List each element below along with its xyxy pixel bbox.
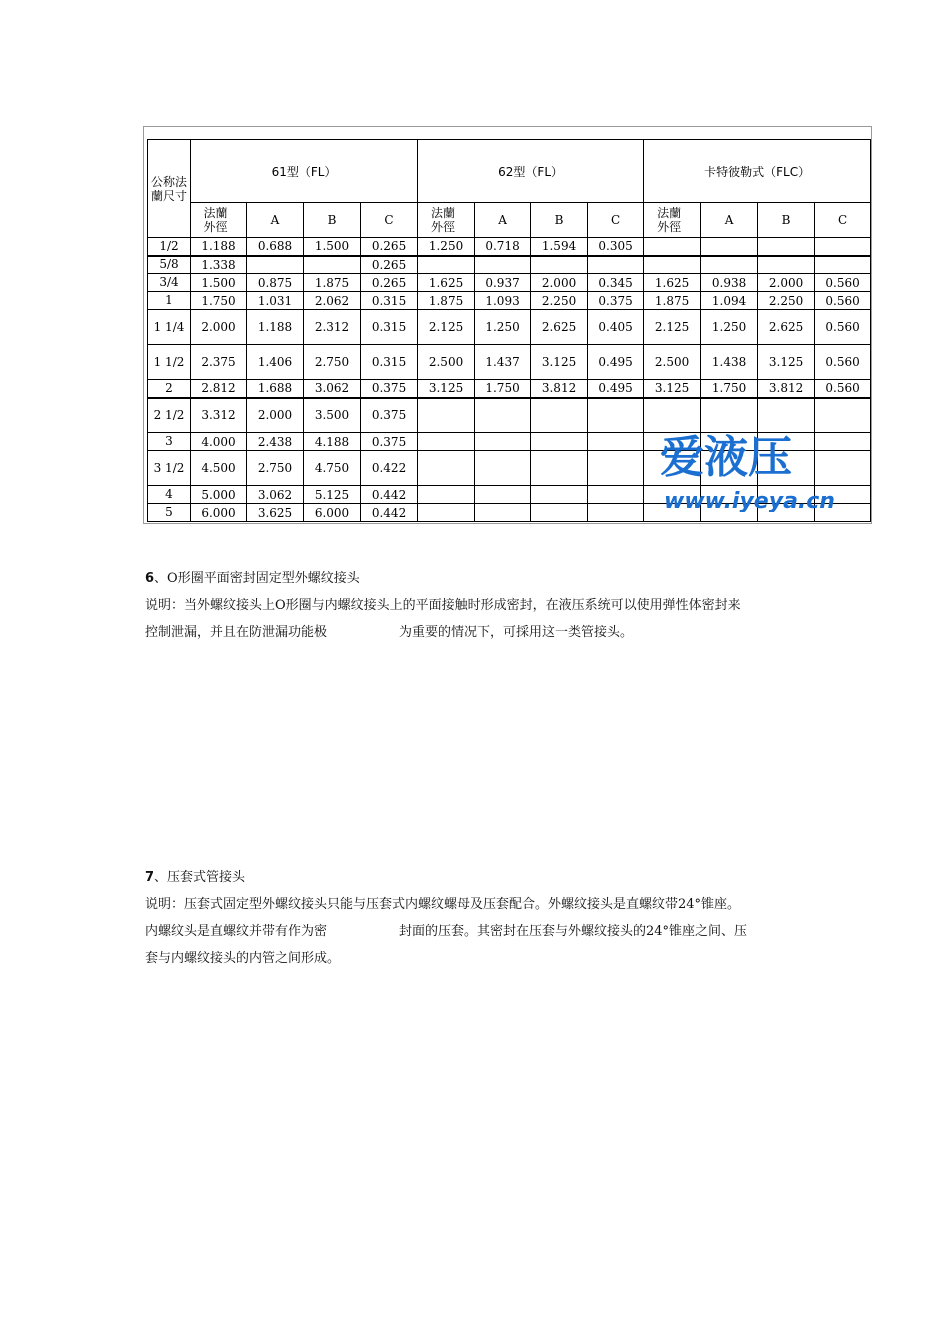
value-cell [418, 398, 475, 433]
sub-header [701, 203, 758, 238]
value-cell: 2.000 [247, 398, 304, 433]
value-cell: 0.375 [588, 292, 644, 310]
sub-header-label: 法蘭外徑 [657, 206, 682, 234]
value-cell: 3.062 [247, 486, 304, 504]
value-cell: 1.750 [475, 380, 531, 398]
value-cell: 2.312 [304, 310, 361, 345]
value-cell [758, 256, 815, 274]
value-cell: 1.188 [191, 238, 247, 256]
value-cell [815, 238, 871, 256]
value-cell: 0.315 [361, 345, 418, 380]
value-cell: 1.250 [475, 310, 531, 345]
value-cell [588, 398, 644, 433]
value-cell: 0.937 [475, 274, 531, 292]
value-cell: 5.125 [304, 486, 361, 504]
size-cell: 1 1/2 [148, 345, 191, 380]
value-cell: 1.031 [247, 292, 304, 310]
value-cell [475, 433, 531, 451]
size-cell: 3/4 [148, 274, 191, 292]
value-cell [701, 238, 758, 256]
table-row [148, 310, 871, 345]
value-cell: 0.495 [588, 380, 644, 398]
value-cell: 3.125 [531, 345, 588, 380]
sub-header-label: A [498, 213, 507, 227]
value-cell: 2.000 [758, 274, 815, 292]
value-cell: 4.000 [191, 433, 247, 451]
value-cell [418, 433, 475, 451]
size-cell: 3 [148, 433, 191, 451]
size-cell: 3 1/2 [148, 451, 191, 486]
sub-header-label: B [554, 213, 564, 227]
value-cell: 2.250 [531, 292, 588, 310]
value-cell: 1.188 [247, 310, 304, 345]
value-cell: 1.875 [304, 274, 361, 292]
value-cell: 0.560 [815, 292, 871, 310]
sub-header-label: C [384, 213, 394, 227]
sub-header-label: 法蘭外徑 [431, 206, 456, 234]
table-row [148, 238, 871, 256]
value-cell: 1.500 [191, 274, 247, 292]
value-cell [531, 504, 588, 522]
sub-header-label: A [724, 213, 734, 227]
group-header-62: 62型（FL） [418, 140, 644, 203]
value-cell [475, 256, 531, 274]
value-cell: 1.594 [531, 238, 588, 256]
size-column-header: 公称法蘭尺寸 [148, 140, 191, 238]
value-cell [588, 504, 644, 522]
value-cell: 0.265 [361, 238, 418, 256]
value-cell: 1.750 [701, 380, 758, 398]
section-7-title [145, 864, 825, 891]
sub-header [475, 203, 531, 238]
value-cell [531, 451, 588, 486]
value-cell: 0.315 [361, 292, 418, 310]
value-cell: 1.094 [701, 292, 758, 310]
value-cell: 2.750 [247, 451, 304, 486]
value-cell: 1.625 [644, 274, 701, 292]
value-cell [531, 398, 588, 433]
table-row [148, 380, 871, 398]
value-cell: 1.500 [304, 238, 361, 256]
sub-header [758, 203, 815, 238]
value-cell [815, 256, 871, 274]
sub-header-label: C [838, 213, 848, 227]
size-cell: 2 [148, 380, 191, 398]
table-row [148, 274, 871, 292]
value-cell [588, 256, 644, 274]
value-cell: 2.125 [644, 310, 701, 345]
sub-header [644, 203, 701, 238]
value-cell [701, 256, 758, 274]
value-cell: 0.560 [815, 274, 871, 292]
value-cell: 1.625 [418, 274, 475, 292]
size-cell: 1/2 [148, 238, 191, 256]
value-cell: 0.405 [588, 310, 644, 345]
value-cell [418, 504, 475, 522]
value-cell: 0.375 [361, 433, 418, 451]
section-6-line-2a: 控制泄漏，并且在防泄漏功能极 [145, 625, 328, 640]
size-cell: 2 1/2 [148, 398, 191, 433]
section-6-line-2b: 为重要的情况下，可採用这一类管接头。 [399, 625, 634, 640]
value-cell: 0.442 [361, 486, 418, 504]
sub-header [304, 203, 361, 238]
value-cell: 2.375 [191, 345, 247, 380]
size-cell: 1 [148, 292, 191, 310]
value-cell [644, 256, 701, 274]
value-cell: 4.750 [304, 451, 361, 486]
section-6-line-2 [145, 619, 825, 646]
value-cell [475, 486, 531, 504]
section-6-title-text: 、O形圈平面密封固定型外螺纹接头 [154, 571, 360, 586]
table-row [148, 256, 871, 274]
value-cell: 4.500 [191, 451, 247, 486]
value-cell: 0.375 [361, 398, 418, 433]
sub-header [361, 203, 418, 238]
value-cell: 2.500 [418, 345, 475, 380]
value-cell: 0.442 [361, 504, 418, 522]
value-cell [304, 256, 361, 274]
sub-header [815, 203, 871, 238]
value-cell: 5.000 [191, 486, 247, 504]
value-cell [475, 451, 531, 486]
section-6 [145, 565, 825, 646]
value-cell: 0.560 [815, 310, 871, 345]
value-cell: 2.250 [758, 292, 815, 310]
value-cell [815, 398, 871, 433]
value-cell: 2.000 [191, 310, 247, 345]
section-6-title [145, 565, 825, 592]
sub-header [418, 203, 475, 238]
value-cell: 0.265 [361, 274, 418, 292]
value-cell: 2.750 [304, 345, 361, 380]
group-header-flc: 卡特彼勒式（FLC） [644, 140, 871, 203]
value-cell: 0.718 [475, 238, 531, 256]
sub-header-row [148, 203, 871, 238]
value-cell [758, 238, 815, 256]
value-cell: 1.406 [247, 345, 304, 380]
value-cell: 3.812 [531, 380, 588, 398]
size-cell: 4 [148, 486, 191, 504]
value-cell [588, 451, 644, 486]
value-cell: 2.625 [758, 310, 815, 345]
value-cell: 6.000 [191, 504, 247, 522]
size-cell: 5 [148, 504, 191, 522]
section-6-number: 6 [145, 571, 155, 586]
value-cell [475, 398, 531, 433]
value-cell: 3.125 [418, 380, 475, 398]
value-cell [418, 486, 475, 504]
section-7-line-2a: 内螺纹头是直螺纹并带有作为密 [145, 924, 328, 939]
value-cell [588, 486, 644, 504]
group-header-61: 61型（FL） [191, 140, 418, 203]
value-cell: 0.345 [588, 274, 644, 292]
sub-header [247, 203, 304, 238]
section-7 [145, 864, 825, 972]
table-row [148, 292, 871, 310]
sub-header [588, 203, 644, 238]
value-cell [588, 433, 644, 451]
value-cell: 1.688 [247, 380, 304, 398]
sub-header-label: B [327, 213, 337, 227]
sub-header-label: B [781, 213, 791, 227]
value-cell [531, 256, 588, 274]
value-cell [701, 398, 758, 433]
sub-header [531, 203, 588, 238]
value-cell: 6.000 [304, 504, 361, 522]
value-cell: 3.500 [304, 398, 361, 433]
sub-header-label: C [610, 213, 621, 227]
value-cell: 2.812 [191, 380, 247, 398]
value-cell: 3.062 [304, 380, 361, 398]
section-7-title-text: 、压套式管接头 [154, 870, 246, 885]
value-cell: 2.000 [531, 274, 588, 292]
value-cell: 1.875 [644, 292, 701, 310]
value-cell: 1.338 [191, 256, 247, 274]
value-cell: 1.093 [475, 292, 531, 310]
value-cell: 3.625 [247, 504, 304, 522]
section-7-number: 7 [145, 870, 155, 885]
value-cell: 2.500 [644, 345, 701, 380]
watermark-brand: 爱液压 [660, 432, 792, 483]
value-cell [247, 256, 304, 274]
value-cell: 1.437 [475, 345, 531, 380]
value-cell: 1.250 [701, 310, 758, 345]
watermark-url: www.iyeya.cn [664, 489, 835, 512]
value-cell: 3.125 [758, 345, 815, 380]
value-cell [644, 238, 701, 256]
value-cell [475, 504, 531, 522]
value-cell: 0.560 [815, 345, 871, 380]
value-cell: 0.495 [588, 345, 644, 380]
value-cell: 0.422 [361, 451, 418, 486]
value-cell: 2.125 [418, 310, 475, 345]
sub-header-label: A [270, 213, 280, 227]
value-cell [758, 398, 815, 433]
value-cell: 3.312 [191, 398, 247, 433]
section-6-line-1: 说明：当外螺纹接头上O形圈与内螺纹接头上的平面接触时形成密封，在液压系统可以使用弹性体密封来 [145, 598, 741, 613]
table-row [148, 345, 871, 380]
value-cell: 2.625 [531, 310, 588, 345]
value-cell [418, 451, 475, 486]
value-cell: 1.438 [701, 345, 758, 380]
table-row [148, 398, 871, 433]
sub-header [191, 203, 247, 238]
value-cell: 0.265 [361, 256, 418, 274]
value-cell: 0.305 [588, 238, 644, 256]
value-cell: 4.188 [304, 433, 361, 451]
value-cell: 0.875 [247, 274, 304, 292]
value-cell [418, 256, 475, 274]
value-cell: 0.560 [815, 380, 871, 398]
value-cell: 1.250 [418, 238, 475, 256]
size-cell: 5/8 [148, 256, 191, 274]
value-cell [531, 486, 588, 504]
value-cell: 0.938 [701, 274, 758, 292]
section-7-line-1: 说明：压套式固定型外螺纹接头只能与压套式内螺纹螺母及压套配合。外螺纹接头是直螺纹带24°锥座。 [145, 897, 741, 912]
value-cell: 0.688 [247, 238, 304, 256]
value-cell: 1.875 [418, 292, 475, 310]
value-cell: 2.438 [247, 433, 304, 451]
value-cell [531, 433, 588, 451]
value-cell: 0.375 [361, 380, 418, 398]
value-cell: 3.125 [644, 380, 701, 398]
value-cell [644, 398, 701, 433]
sub-header-label: 法蘭外徑 [203, 206, 228, 234]
value-cell: 0.315 [361, 310, 418, 345]
iyeya-watermark-logo [658, 430, 864, 512]
size-cell: 1 1/4 [148, 310, 191, 345]
section-7-line-2b: 封面的压套。其密封在压套与外螺纹接头的24°锥座之间、压 [399, 924, 748, 939]
section-7-line-3: 套与内螺纹接头的内管之间形成。 [145, 951, 341, 966]
value-cell: 1.750 [191, 292, 247, 310]
section-7-line-2 [145, 918, 825, 945]
value-cell: 3.812 [758, 380, 815, 398]
value-cell: 2.062 [304, 292, 361, 310]
